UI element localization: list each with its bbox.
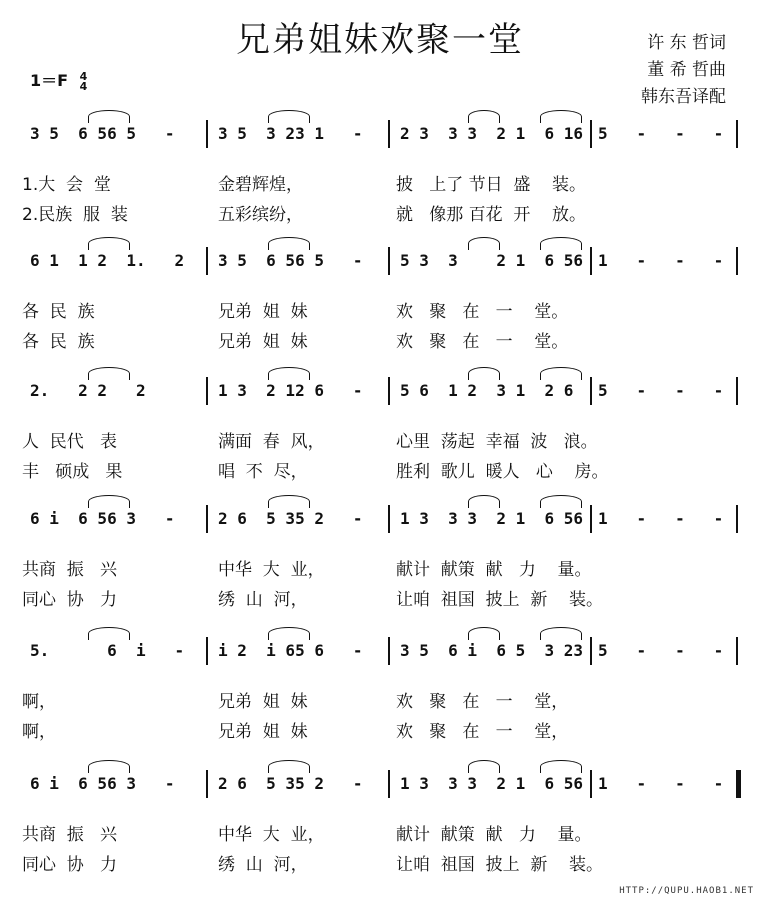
lyric-segment: 2.民族 服 装 (22, 205, 128, 225)
barline (590, 120, 592, 148)
barline (388, 377, 390, 405)
notes-line (0, 768, 760, 804)
staff-system (0, 375, 760, 482)
lyric-segment: 各 民 族 (22, 302, 95, 322)
measure: 5 - - - (598, 641, 724, 660)
lyric-segment: 中华 大 业， (218, 825, 325, 845)
measure: 2 6 5 35 2 - (218, 774, 363, 793)
barline (736, 505, 738, 533)
lyric-line (0, 200, 760, 230)
barline (590, 377, 592, 405)
slur-mark (468, 760, 500, 773)
lyric-line (0, 427, 760, 457)
slur-mark (540, 237, 582, 250)
measure: 3 5 6 i 6 5 3 23 (400, 641, 584, 660)
slur-mark (540, 495, 582, 508)
measure: 5. 6 i - (30, 641, 185, 660)
slur-mark (468, 367, 500, 380)
barline (206, 247, 208, 275)
notes-line (0, 503, 760, 539)
slur-mark (88, 760, 130, 773)
barline (388, 770, 390, 798)
lyric-line (0, 820, 760, 850)
measure: 5 6 1 2 3 1 2 6 (400, 381, 574, 400)
lyric-segment: 欢 聚 在 一 堂， (396, 722, 569, 742)
notes-line (0, 245, 760, 281)
lyric-segment: 金碧辉煌， (218, 175, 303, 195)
staff-system (0, 245, 760, 352)
barline (590, 505, 592, 533)
lyric-segment: 共商 振 兴 (22, 560, 118, 580)
staff-system (0, 768, 760, 875)
barline (388, 637, 390, 665)
notes-line (0, 635, 760, 671)
notes-line (0, 118, 760, 154)
watermark-url: HTTP://QUPU.HAOB1.NET (619, 886, 754, 896)
lyric-line (0, 297, 760, 327)
lyric-line (0, 717, 760, 747)
measure: 1 - - - (598, 251, 724, 270)
slur-mark (268, 237, 310, 250)
slur-mark (88, 110, 130, 123)
time-numerator: 4 (79, 69, 88, 83)
measure: 6 i 6 56 3 - (30, 509, 175, 528)
slur-mark (88, 367, 130, 380)
lyric-segment: 欢 聚 在 一 堂， (396, 692, 569, 712)
lyric-segment: 啊， (22, 722, 56, 742)
lyric-segment: 兄弟 姐 妹 (218, 722, 308, 742)
barline (206, 637, 208, 665)
lyric-segment: 丰 硕成 果 (22, 462, 123, 482)
lyricist-credit: 许 东 哲词 (647, 33, 726, 53)
measure: 5 - - - (598, 381, 724, 400)
slur-mark (88, 495, 130, 508)
measure: 1 - - - (598, 774, 724, 793)
barline (736, 120, 738, 148)
slur-mark (88, 627, 130, 640)
key-text: 1＝F (30, 71, 69, 90)
barline (736, 637, 738, 665)
notes-line (0, 375, 760, 411)
slur-mark (268, 760, 310, 773)
lyric-line (0, 850, 760, 880)
lyric-segment: 兄弟 姐 妹 (218, 692, 308, 712)
slur-mark (88, 237, 130, 250)
slur-mark (540, 367, 582, 380)
lyric-segment: 同心 协 力 (22, 590, 118, 610)
slur-mark (468, 237, 500, 250)
barline (206, 377, 208, 405)
slur-mark (268, 110, 310, 123)
staff-system (0, 118, 760, 225)
final-barline (736, 770, 741, 798)
barline (206, 505, 208, 533)
lyric-line (0, 327, 760, 357)
measure: 1 3 3 3 2 1 6 56 (400, 509, 584, 528)
lyric-line (0, 555, 760, 585)
lyric-segment: 共商 振 兴 (22, 825, 118, 845)
measure: 3 5 6 56 5 - (30, 124, 175, 143)
lyric-line (0, 457, 760, 487)
measure: 3 5 6 56 5 - (218, 251, 363, 270)
lyric-segment: 人 民代 表 (22, 432, 118, 452)
measure: 3 5 3 23 1 - (218, 124, 363, 143)
lyric-segment: 五彩缤纷， (218, 205, 303, 225)
slur-mark (468, 110, 500, 123)
lyric-segment: 中华 大 业， (218, 560, 325, 580)
lyric-segment: 绣 山 河， (218, 855, 308, 875)
lyric-segment: 披 上了 节日 盛 装。 (396, 175, 587, 195)
slur-mark (540, 110, 582, 123)
lyric-segment: 让咱 祖国 披上 新 装。 (396, 855, 604, 875)
staff-system (0, 635, 760, 742)
lyric-segment: 欢 聚 在 一 堂。 (396, 332, 569, 352)
slur-mark (268, 367, 310, 380)
slur-mark (468, 495, 500, 508)
lyric-segment: 就 像那 百花 开 放。 (396, 205, 587, 225)
staff-system (0, 503, 760, 610)
composer-credit: 董 希 哲曲 (647, 60, 726, 80)
lyric-segment: 欢 聚 在 一 堂。 (396, 302, 569, 322)
lyric-segment: 兄弟 姐 妹 (218, 332, 308, 352)
measure: 5 - - - (598, 124, 724, 143)
lyric-line (0, 170, 760, 200)
measure: 2 6 5 35 2 - (218, 509, 363, 528)
credits (641, 30, 726, 111)
lyric-segment: 心里 荡起 幸福 波 浪。 (396, 432, 598, 452)
barline (388, 505, 390, 533)
measure: 1 3 2 12 6 - (218, 381, 363, 400)
lyric-segment: 绣 山 河， (218, 590, 308, 610)
lyric-segment: 献计 献策 献 力 量。 (396, 825, 592, 845)
lyric-line (0, 687, 760, 717)
measure: 1 3 3 3 2 1 6 56 (400, 774, 584, 793)
slur-mark (268, 495, 310, 508)
barline (590, 770, 592, 798)
lyric-segment: 啊， (22, 692, 56, 712)
barline (590, 247, 592, 275)
barline (736, 377, 738, 405)
lyric-segment: 满面 春 风， (218, 432, 325, 452)
lyric-segment: 兄弟 姐 妹 (218, 302, 308, 322)
barline (206, 120, 208, 148)
song-title: 兄弟姐妹欢聚一堂 (236, 20, 524, 60)
measure: 6 1 1 2 1. 2 (30, 251, 185, 270)
slur-mark (468, 627, 500, 640)
barline (388, 247, 390, 275)
measure: 5 3 3 2 1 6 56 (400, 251, 584, 270)
barline (206, 770, 208, 798)
barline (736, 247, 738, 275)
measure: 6 i 6 56 3 - (30, 774, 175, 793)
barline (388, 120, 390, 148)
translator-credit: 韩东吾译配 (641, 87, 726, 107)
time-denominator: 4 (79, 79, 88, 93)
slur-mark (540, 627, 582, 640)
lyric-segment: 让咱 祖国 披上 新 装。 (396, 590, 604, 610)
lyric-segment: 1.大 会 堂 (22, 175, 111, 195)
lyric-segment: 献计 献策 献 力 量。 (396, 560, 592, 580)
measure: 2. 2 2 2 (30, 381, 146, 400)
time-signature (79, 69, 88, 93)
slur-mark (540, 760, 582, 773)
key-signature (30, 68, 87, 92)
barline (590, 637, 592, 665)
measure: i 2 i 65 6 - (218, 641, 363, 660)
lyric-line (0, 585, 760, 615)
lyric-segment: 胜利 歌儿 暖人 心 房。 (396, 462, 609, 482)
lyric-segment: 唱 不 尽， (218, 462, 308, 482)
slur-mark (268, 627, 310, 640)
measure: 2 3 3 3 2 1 6 16 (400, 124, 584, 143)
lyric-segment: 同心 协 力 (22, 855, 118, 875)
measure: 1 - - - (598, 509, 724, 528)
lyric-segment: 各 民 族 (22, 332, 95, 352)
